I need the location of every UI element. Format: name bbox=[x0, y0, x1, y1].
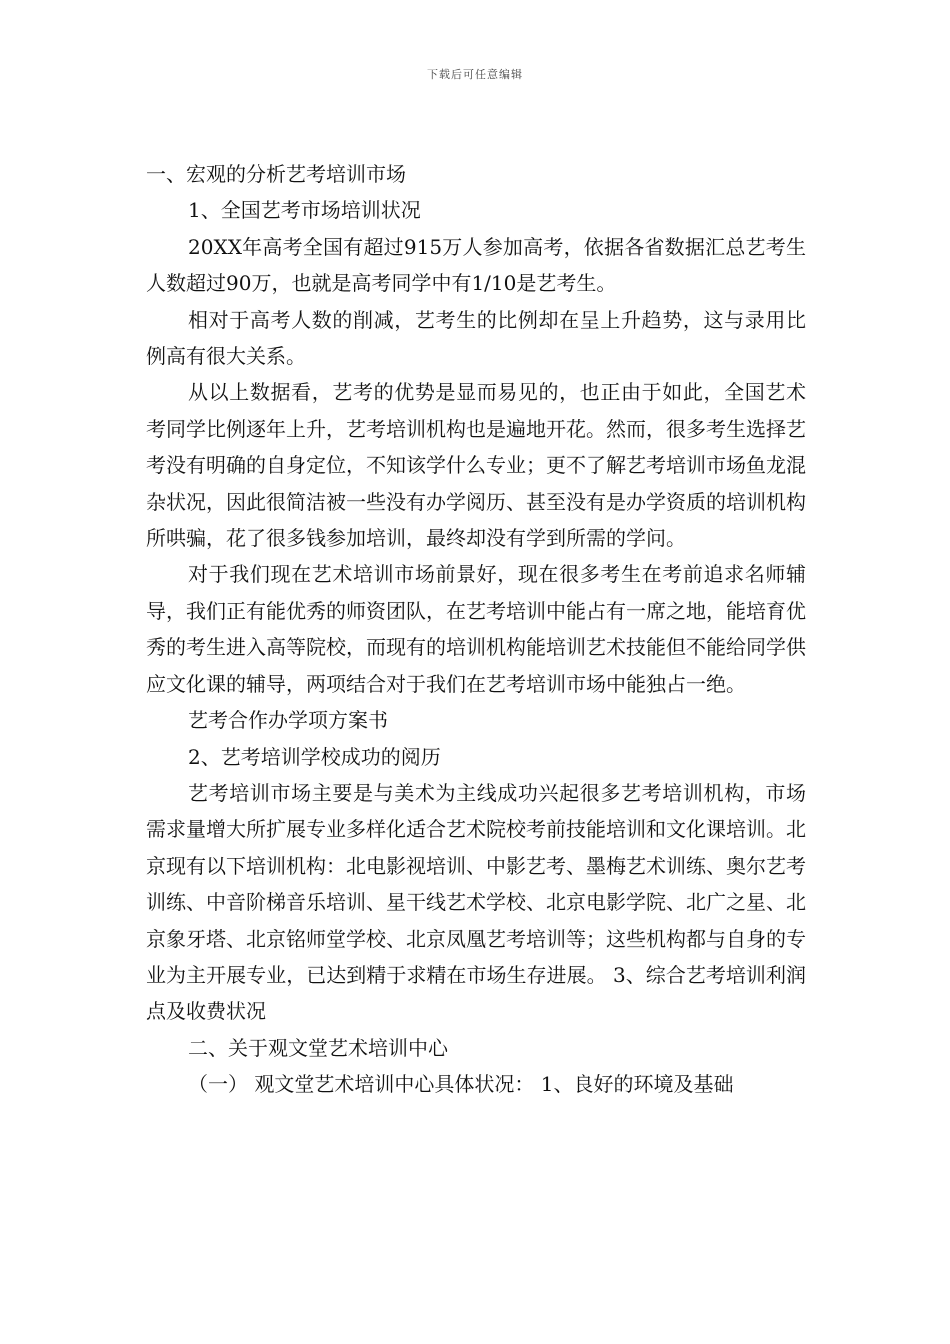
document-body bbox=[146, 156, 806, 1103]
paragraph: 艺考培训市场主要是与美术为主线成功兴起很多艺考培训机构，市场需求量增大所扩展专业多样化适合艺术院校考前技能培训和文化课培训。北京现有以下培训机构：北电影视培训、中影艺考、墨梅艺术训练、奥尔艺考训练、中音阶梯音乐培训、星干线艺术学校、北京电影学院、北广之星、北京象牙塔、北京铭师堂学校、北京凤凰艺考培训等；这些机构都与自身的专业为主开展专业，已达到精于求精在市场生存进展。 3、综合艺考培训利润点及收费状况 bbox=[146, 780, 806, 1024]
page-header-note: 下载后可任意编辑 bbox=[427, 68, 523, 81]
paragraph: 相对于高考人数的削减，艺考生的比例却在呈上升趋势，这与录用比例高有很大关系。 bbox=[146, 307, 806, 369]
subsection-heading-3: （一） 观文堂艺术培训中心具体状况： 1、良好的环境及基础 bbox=[188, 1072, 734, 1097]
paragraph: 从以上数据看，艺考的优势是显而易见的，也正由于如此，全国艺术考同学比例逐年上升，艺考培训机构也是遍地开花。然而，很多考生选择艺考没有明确的自身定位，不知该学什么专业；更不了解艺考培训市场鱼龙混杂状况，因此很简洁被一些没有办学阅历、甚至没有是办学资质的培训机构所哄骗，花了很多钱参加培训，最终却没有学到所需的学问。 bbox=[146, 380, 806, 551]
subsection-heading-2: 2、艺考培训学校成功的阅历 bbox=[188, 744, 441, 769]
paragraph: 对于我们现在艺术培训市场前景好，现在很多考生在考前追求名师辅导，我们正有能优秀的师资团队，在艺考培训中能占有一席之地，能培育优秀的考生进入高等院校，而现有的培训机构能培训艺术技能但不能给同学供应文化课的辅导，两项结合对于我们在艺考培训市场中能独占一绝。 bbox=[146, 562, 806, 696]
section-heading-2: 二、关于观文堂艺术培训中心 bbox=[188, 1035, 448, 1060]
subsection-heading-1: 1、全国艺考市场培训状况 bbox=[188, 198, 421, 223]
section-heading-1: 一、宏观的分析艺考培训市场 bbox=[146, 162, 406, 186]
subtitle-line: 艺考合作办学项方案书 bbox=[188, 708, 388, 733]
paragraph: 20XX年高考全国有超过915万人参加高考，依据各省数据汇总艺考生人数超过90万，也就是高考同学中有1/10是艺考生。 bbox=[146, 234, 806, 296]
